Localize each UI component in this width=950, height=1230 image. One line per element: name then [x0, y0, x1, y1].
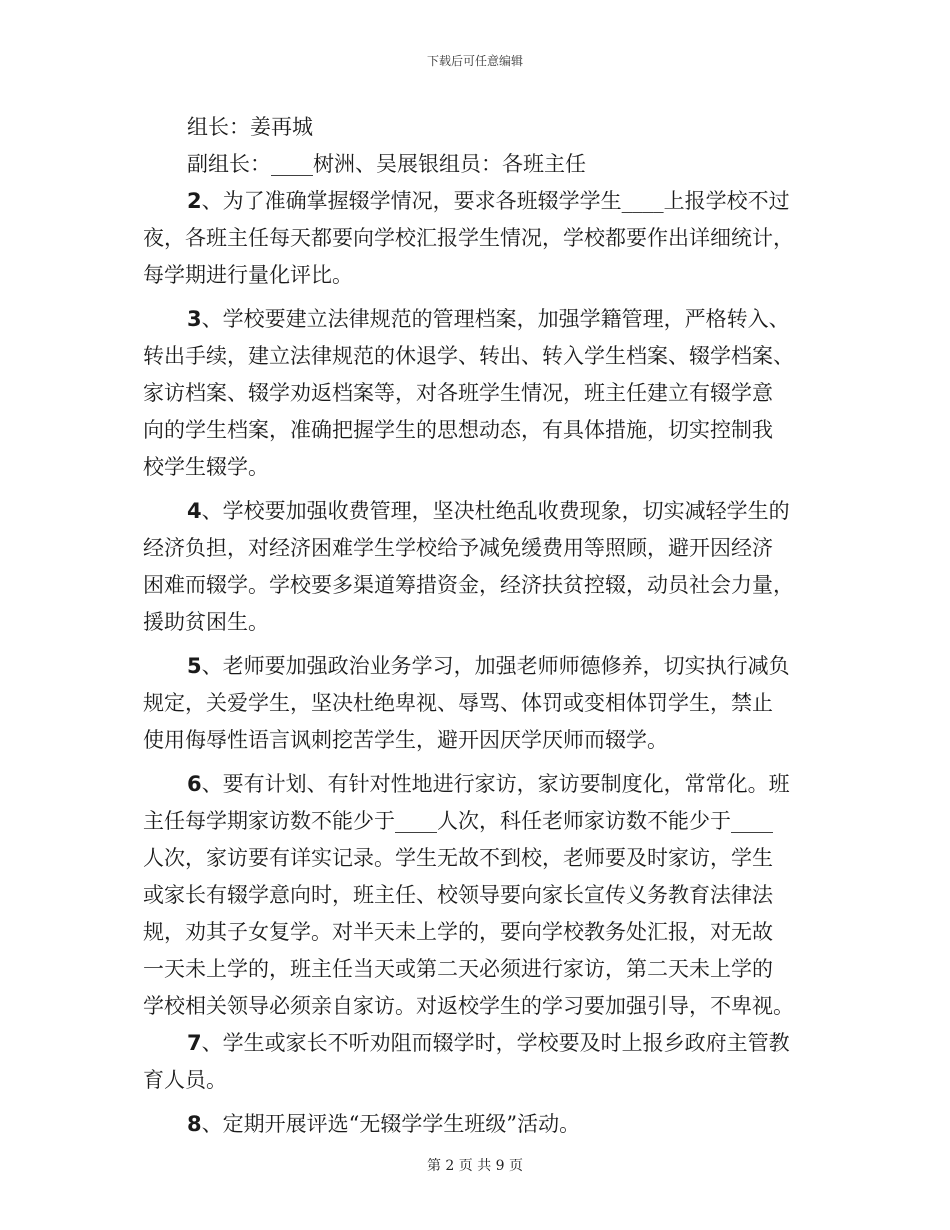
- line-text: 家访档案、辍学劝返档案等，对各班学生情况，班主任建立有辍学意: [143, 381, 773, 405]
- line-text: 经济负担，对经济困难学生学校给予减免缓费用等照顾，避开因经济: [143, 536, 773, 560]
- line-text: 、定期开展评选“无辍学学生班级”活动。: [201, 1112, 581, 1136]
- text-line: [143, 722, 809, 759]
- line-text: 使用侮辱性语言讽刺挖苦学生，避开因厌学厌师而辍学。: [143, 728, 668, 752]
- text-line: [143, 685, 809, 722]
- line-text: 、学校要加强收费管理，坚决杜绝乱收费现象，切实减轻学生的: [201, 499, 790, 523]
- line-text: 规，劝其子女复学。对半天未上学的，要向学校教务处汇报，对无故: [143, 920, 773, 944]
- text-line: [143, 338, 809, 375]
- line-text: 、要有计划、有针对性地进行家访，家访要制度化，常常化。班: [201, 772, 790, 796]
- text-line: [143, 220, 809, 257]
- line-text: 学校相关领导必须亲自家访。对返校学生的学习要加强引导，不卑视。: [143, 994, 794, 1018]
- line-text: 副组长：____树洲、吴展银组员：各班主任: [187, 152, 586, 176]
- text-line: [143, 183, 809, 220]
- item-number: 5: [187, 654, 202, 678]
- text-line: [143, 914, 809, 951]
- text-line: [143, 412, 809, 449]
- line-text: 人次，家访要有详实记录。学生无故不到校，老师要及时家访，学生: [143, 846, 773, 870]
- text-line: [143, 877, 809, 914]
- item-number: 7: [187, 1031, 202, 1055]
- line-text: 组长：姜再城: [187, 115, 313, 139]
- line-text: 向的学生档案，准确把握学生的思想动态，有具体措施，切实控制我: [143, 418, 773, 442]
- text-line: [143, 1025, 809, 1062]
- text-line: [143, 257, 809, 294]
- line-text: 转出手续，建立法律规范的休退学、转出、转入学生档案、辍学档案、: [143, 344, 794, 368]
- text-line: [143, 109, 809, 146]
- item-number: 4: [187, 499, 202, 523]
- line-text: 每学期进行量化评比。: [143, 263, 353, 287]
- document-body: [143, 109, 809, 1143]
- line-text: 援助贫困生。: [143, 610, 269, 634]
- text-line: [143, 803, 809, 840]
- text-line: [143, 951, 809, 988]
- line-text: 夜，各班主任每天都要向学校汇报学生情况，学校都要作出详细统计，: [143, 226, 794, 250]
- item-number: 8: [187, 1112, 202, 1136]
- line-text: 育人员。: [143, 1068, 227, 1092]
- text-line: [143, 648, 809, 685]
- text-line: [143, 766, 809, 803]
- text-line: [143, 604, 809, 641]
- line-text: 、为了准确掌握辍学情况，要求各班辍学学生____上报学校不过: [201, 189, 790, 213]
- line-text: 、学生或家长不听劝阻而辍学时，学校要及时上报乡政府主管教: [201, 1031, 790, 1055]
- text-line: [143, 375, 809, 412]
- line-text: 、学校要建立法律规范的管理档案，加强学籍管理，严格转入、: [201, 307, 790, 331]
- item-number: 2: [187, 189, 202, 213]
- text-line: [143, 493, 809, 530]
- text-line: [143, 530, 809, 567]
- item-number: 6: [187, 772, 202, 796]
- line-text: 规定，关爱学生，坚决杜绝卑视、辱骂、体罚或变相体罚学生，禁止: [143, 691, 773, 715]
- item-number: 3: [187, 307, 202, 331]
- text-line: [143, 840, 809, 877]
- page-footer: 第 2 页 共 9 页: [426, 1158, 524, 1174]
- line-text: 、老师要加强政治业务学习，加强老师师德修养，切实执行减负: [201, 654, 790, 678]
- line-text: 困难而辍学。学校要多渠道筹措资金，经济扶贫控辍，动员社会力量，: [143, 573, 794, 597]
- text-line: [143, 567, 809, 604]
- text-line: [143, 301, 809, 338]
- line-text: 一天未上学的，班主任当天或第二天必须进行家访，第二天未上学的: [143, 957, 773, 981]
- page-header: 下载后可任意编辑: [426, 54, 523, 68]
- text-line: [143, 1062, 809, 1099]
- text-line: [143, 988, 809, 1025]
- text-line: [143, 146, 809, 183]
- text-line: [143, 1106, 809, 1143]
- line-text: 或家长有辍学意向时，班主任、校领导要向家长宣传义务教育法律法: [143, 883, 773, 907]
- text-line: [143, 449, 809, 486]
- line-text: 主任每学期家访数不能少于____人次，科任老师家访数不能少于____: [143, 809, 773, 833]
- line-text: 校学生辍学。: [143, 455, 269, 479]
